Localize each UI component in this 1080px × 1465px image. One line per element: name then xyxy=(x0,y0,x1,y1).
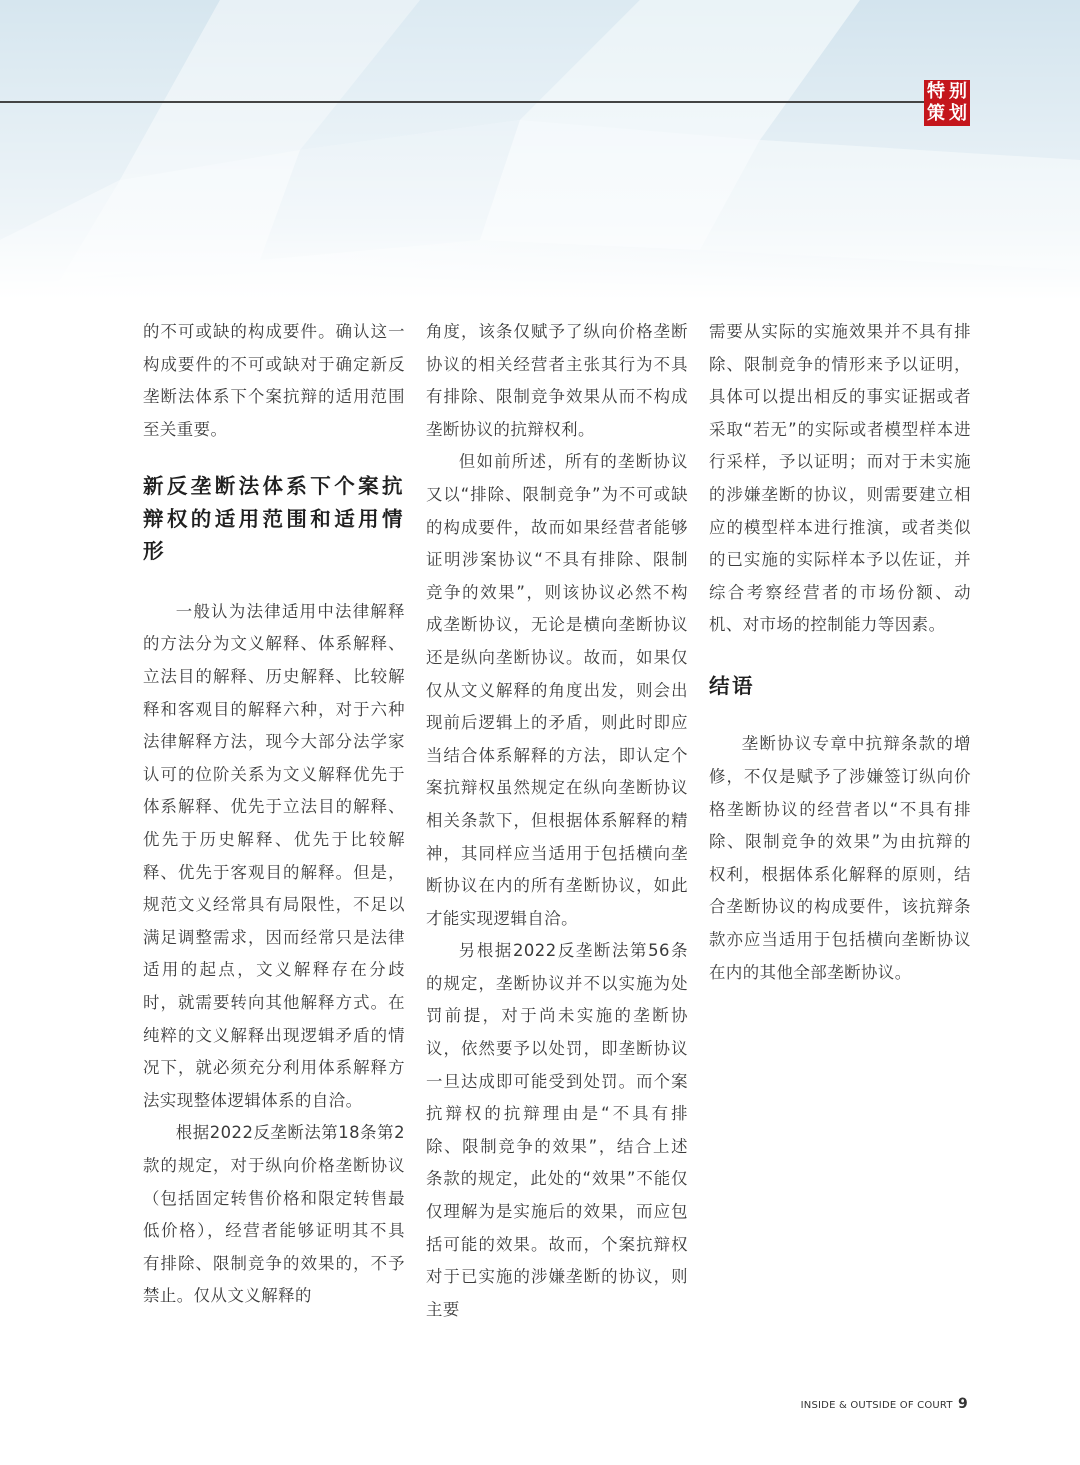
badge-char: 策 xyxy=(927,103,945,124)
conclusion-heading: 结语 xyxy=(709,673,755,698)
paragraph: 需要从实际的实施效果并不具有排除、限制竞争的情形来予以证明，具体可以提出相反的事实证据或者采取“若无”的实际或者模型样本进行采样，予以证明；而对于未实施的涉嫌垄断的协议，则需要建立相应的模型样本进行推演，或者类似的已实施的实际样本予以佐证，并综合考察经营者的市场份额、动机、对市场的控制能力等因素。 xyxy=(709,322,971,635)
paragraph: 角度，该条仅赋予了纵向价格垄断协议的相关经营者主张其行为不具有排除、限制竞争效果从而不构成垄断协议的抗辩权利。 xyxy=(426,322,688,439)
header-decoration xyxy=(0,0,1080,300)
section-badge xyxy=(924,80,970,126)
paragraph: 垄断协议专章中抗辩条款的增修，不仅是赋予了涉嫌签订纵向价格垄断协议的经营者以“不具有排除、限制竞争的效果”为由抗辩的权利，根据体系化解释的原则，结合垄断协议的构成要件，该抗辩条款亦应当适用于包括横向垄断协议在内的其他全部垄断协议。 xyxy=(709,734,971,982)
section-heading: 新反垄断法体系下个案抗辩权的适用范围和适用情形 xyxy=(143,474,405,564)
paragraph: 但如前所述，所有的垄断协议又以“排除、限制竞争”为不可或缺的构成要件，故而如果经营者能够证明涉案协议“不具有排除、限制竞争的效果”，则该协议必然不构成垄断协议，无论是横向垄断协议还是纵向垄断协议。故而，如果仅仅从文义解释的角度出发，则会出现前后逻辑上的矛盾，则此时即应当结合体系解释的方法，即认定个案抗辩权虽然规定在纵向垄断协议相关条款下，但根据体系解释的精神，其同样应当适用于包括横向垄断协议在内的所有垄断协议，如此才能实现逻辑自洽。 xyxy=(426,452,688,928)
column-left xyxy=(143,316,405,1313)
badge-char: 划 xyxy=(949,103,967,124)
paragraph: 另根据2022反垄断法第56条的规定，垄断协议并不以实施为处罚前提，对于尚未实施的垄断协议，依然要予以处罚，即垄断协议一旦达成即可能受到处罚。而个案抗辩权的抗辩理由是“不具有排除、限制竞争的效果”，结合上述条款的规定，此处的“效果”不能仅仅理解为是实施后的效果，而应包括可能的效果。故而，个案抗辩权对于已实施的涉嫌垄断的协议，则主要 xyxy=(426,941,688,1319)
paragraph: 的不可或缺的构成要件。确认这一构成要件的不可或缺对于确定新反垄断法体系下个案抗辩的适用范围至关重要。 xyxy=(143,322,405,439)
badge-char: 特 xyxy=(927,81,945,102)
badge-char: 别 xyxy=(949,81,967,102)
header-rule xyxy=(0,101,925,103)
page-footer xyxy=(700,1396,968,1412)
page-number: 9 xyxy=(958,1396,968,1412)
paragraph: 一般认为法律适用中法律解释的方法分为文义解释、体系解释、立法目的解释、历史解释、比较解释和客观目的解释六种，对于六种法律解释方法，现今大部分法学家认可的位阶关系为文义解释优先于体系解释、优先于立法目的解释、优先于历史解释、优先于比较解释、优先于客观目的解释。但是，规范文义经常具有局限性，不足以满足调整需求，因而经常只是法律适用的起点，文义解释存在分歧时，就需要转向其他解释方式。在纯粹的文义解释出现逻辑矛盾的情况下，就必须充分利用体系解释方法实现整体逻辑体系的自洽。 xyxy=(143,601,405,1110)
column-middle xyxy=(426,316,688,1326)
column-right xyxy=(709,316,971,989)
paragraph: 根据2022反垄断法第18条第2款的规定，对于纵向价格垄断协议（包括固定转售价格和限定转售最低价格），经营者能够证明其不具有排除、限制竞争的效果的，不予禁止。仅从文义解释的 xyxy=(143,1123,405,1306)
publication-name: INSIDE & OUTSIDE OF COURT xyxy=(800,1400,953,1411)
